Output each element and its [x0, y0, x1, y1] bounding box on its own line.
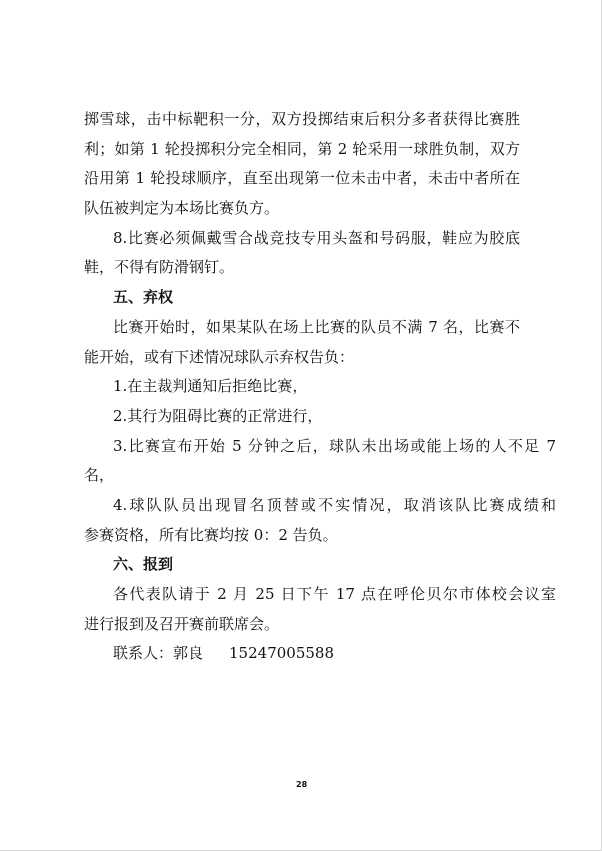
paragraph-line: 掷雪球，击中标靶积一分，双方投掷结束后积分多者获得比赛胜: [84, 110, 520, 128]
forfeit-intro-line: 比赛开始时，如果某队在场上比赛的队员不满 7 名，比赛不: [113, 317, 520, 336]
forfeit-item-2: 2.其行为阻碍比赛的正常进行，: [113, 406, 323, 425]
paragraph-line: 队伍被判定为本场比赛负方。: [84, 199, 280, 218]
page-number: 28: [296, 780, 308, 789]
contact-phone: 15247005588: [229, 644, 334, 663]
registration-line: 各代表队请于 2 月 25 日下午 17 点在呼伦贝尔市体校会议室: [113, 585, 556, 603]
section-heading-forfeit: 五、弃权: [113, 288, 174, 307]
forfeit-intro-line: 能开始，或有下述情况球队示弃权告负：: [84, 347, 355, 366]
paragraph-line: 利；如第 1 轮投掷积分完全相同，第 2 轮采用一球胜负制，双方: [84, 139, 520, 158]
forfeit-item-4-line: 4.球队队员出现冒名顶替或不实情况，取消该队比赛成绩和: [113, 495, 556, 514]
rule-item-8-line: 鞋，不得有防滑钢钉。: [84, 258, 235, 277]
forfeit-item-3-line: 3.比赛宣布开始 5 分钟之后，球队未出场或能上场的人不足 7: [113, 436, 556, 455]
contact-label: 联系人：郭良: [113, 644, 204, 663]
forfeit-item-1: 1.在主裁判通知后拒绝比赛，: [113, 377, 308, 396]
rule-item-8-line: 8.比赛必须佩戴雪合战竞技专用头盔和号码服，鞋应为胶底: [113, 228, 520, 247]
registration-line: 进行报到及召开赛前联席会。: [84, 614, 280, 633]
document-body: [84, 105, 556, 669]
forfeit-item-4-line: 参赛资格，所有比赛均按 0：2 告负。: [84, 525, 338, 544]
contact-line: [84, 639, 520, 669]
forfeit-item-3-line: 名，: [84, 466, 115, 485]
paragraph-line: 沿用第 1 轮投球顺序，直至出现第一位未击中者，未击中者所在: [84, 169, 520, 188]
section-heading-registration: 六、报到: [113, 555, 174, 574]
